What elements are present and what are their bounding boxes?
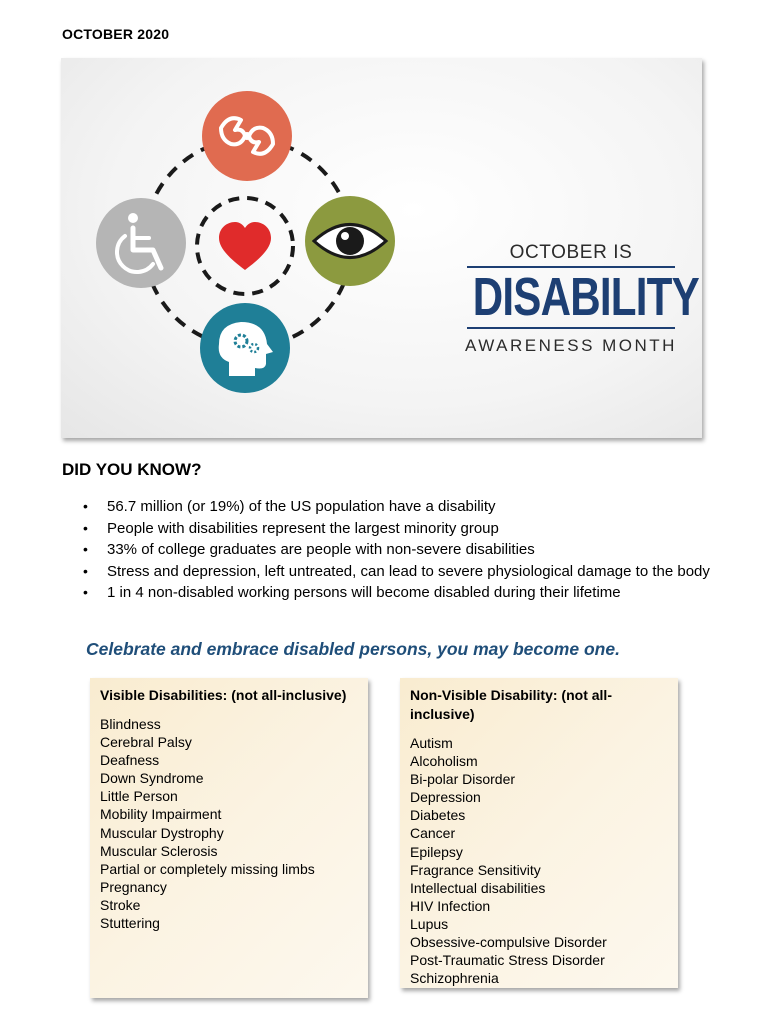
list-item: Muscular Sclerosis — [100, 842, 218, 859]
did-you-know-heading: DID YOU KNOW? — [62, 460, 202, 479]
banner-headline — [445, 242, 697, 356]
banner-line-october-is: OCTOBER IS — [467, 242, 675, 268]
wheelchair-icon — [96, 198, 186, 288]
list-item: Schizophrenia — [410, 970, 499, 987]
list-item: Pregnancy — [100, 878, 167, 895]
banner-line-disability: DISABILITY — [472, 267, 699, 327]
list-item: Obsessive-compulsive Disorder — [410, 934, 607, 951]
celebrate-tagline: Celebrate and embrace disabled persons, you may become one. — [86, 639, 620, 659]
list-item: Epilepsy — [410, 843, 463, 860]
list-item: Partial or completely missing limbs — [100, 860, 315, 877]
list-item: Intellectual disabilities — [410, 879, 546, 896]
visible-disabilities-list — [100, 715, 358, 932]
banner-divider — [467, 327, 675, 329]
list-item: Fragrance Sensitivity — [410, 861, 541, 878]
banner-line-awareness-month: AWARENESS MONTH — [465, 336, 677, 355]
list-item: Blindness — [100, 716, 161, 732]
fact-item: • 56.7 million (or 19%) of the US population have a disability — [80, 496, 710, 518]
heart-icon — [219, 222, 271, 270]
list-item: Bi-polar Disorder — [410, 771, 516, 788]
list-item: Stroke — [100, 896, 141, 913]
list-item: Mobility Impairment — [100, 806, 222, 823]
list-item: Post-Traumatic Stress Disorder — [410, 952, 605, 969]
sign-language-icon — [202, 91, 292, 181]
list-item: Depression — [410, 789, 481, 806]
fact-item: • People with disabilities represent the largest minority group — [80, 518, 710, 540]
list-item: Down Syndrome — [100, 770, 204, 787]
list-item: Cerebral Palsy — [100, 734, 192, 751]
list-item: Little Person — [100, 788, 178, 805]
list-item: Muscular Dystrophy — [100, 824, 224, 841]
list-item: Stuttering — [100, 915, 160, 932]
page-date-heading: OCTOBER 2020 — [62, 26, 170, 42]
list-item: Cancer — [410, 825, 456, 842]
facts-list — [80, 496, 710, 604]
fact-item: • 1 in 4 non-disabled working persons will become disabled during their lifetime — [80, 582, 710, 604]
visible-disabilities-box — [90, 678, 368, 998]
non-visible-disabilities-list — [410, 734, 668, 987]
fact-item: • 33% of college graduates are people with non-severe disabilities — [80, 539, 710, 561]
awareness-banner — [61, 58, 702, 438]
list-item: Lupus — [410, 915, 449, 932]
mind-gears-icon — [200, 303, 290, 393]
fact-item: • Stress and depression, left untreated, can lead to severe physiological damage to the body — [80, 561, 710, 583]
list-item: Deafness — [100, 752, 160, 769]
list-item: Diabetes — [410, 807, 466, 824]
visible-disabilities-title: Visible Disabilities: (not all-inclusive) — [100, 687, 347, 703]
non-visible-disabilities-box — [400, 678, 678, 988]
eye-icon — [305, 196, 395, 286]
list-item: HIV Infection — [410, 897, 491, 914]
list-item: Autism — [410, 735, 453, 751]
list-item: Alcoholism — [410, 753, 478, 770]
non-visible-disabilities-title: Non-Visible Disability: (not all-inclusive) — [410, 687, 612, 722]
